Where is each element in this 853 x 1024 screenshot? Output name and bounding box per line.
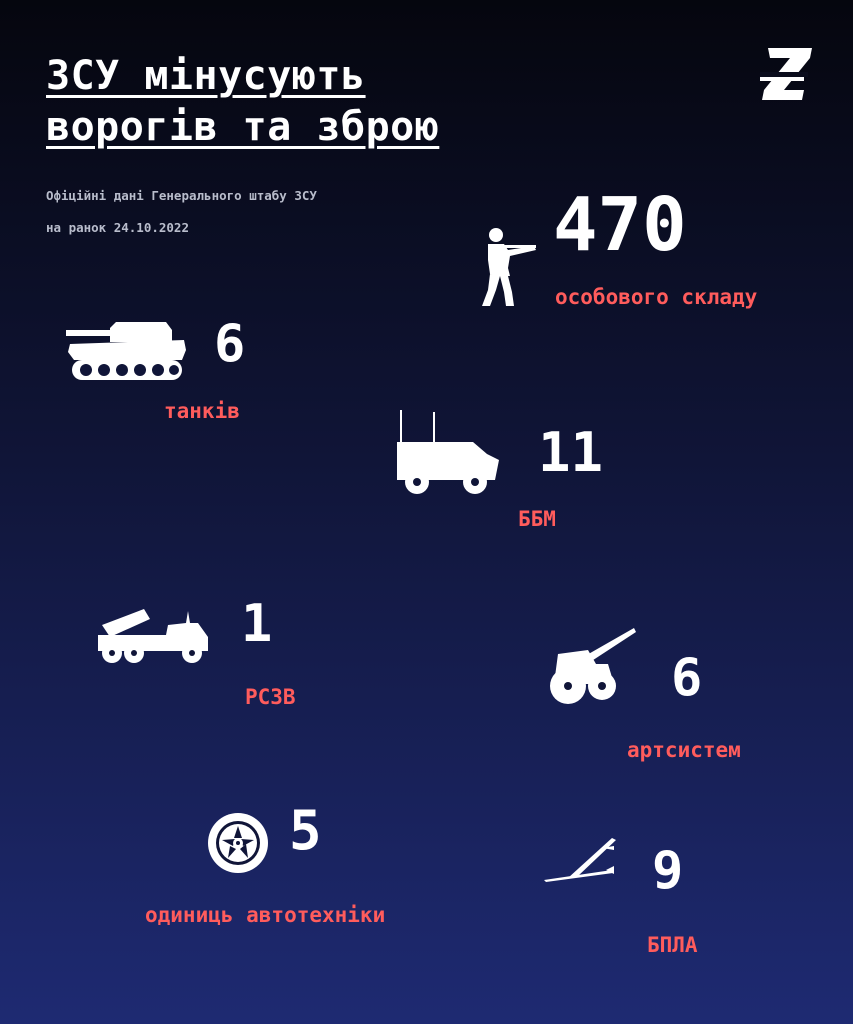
vehicles-label: одиниць автотехніки [145, 903, 386, 927]
uav-count: 9 [652, 841, 684, 901]
date-text: на ранок 24.10.2022 [46, 220, 189, 235]
bbm-count: 11 [538, 421, 604, 484]
page-title-line-1: ЗСУ мінусують [46, 53, 366, 99]
source-text: Офіційні дані Генерального штабу ЗСУ [46, 188, 317, 203]
vehicles-count: 5 [289, 799, 322, 862]
wheel-icon [207, 812, 269, 874]
page-title-line-2: ворогів та зброю [46, 104, 440, 150]
rocket-launcher-icon [96, 605, 212, 665]
z-logo-icon [760, 44, 816, 106]
personnel-count: 470 [553, 182, 687, 268]
uav-label: БПЛА [647, 933, 698, 957]
tanks-label: танків [164, 399, 240, 423]
mlrs-count: 1 [241, 594, 273, 654]
artillery-count: 6 [671, 648, 703, 708]
tanks-count: 6 [214, 314, 246, 374]
mlrs-label: РСЗВ [245, 685, 296, 709]
tank-icon [66, 320, 188, 382]
armored-vehicle-icon [395, 410, 503, 494]
bbm-label: ББМ [518, 507, 556, 531]
drone-icon [542, 836, 616, 884]
soldier-icon [474, 226, 538, 310]
artillery-label: артсистем [627, 738, 741, 762]
artillery-icon [548, 624, 638, 706]
personnel-label: особового складу [555, 285, 758, 309]
